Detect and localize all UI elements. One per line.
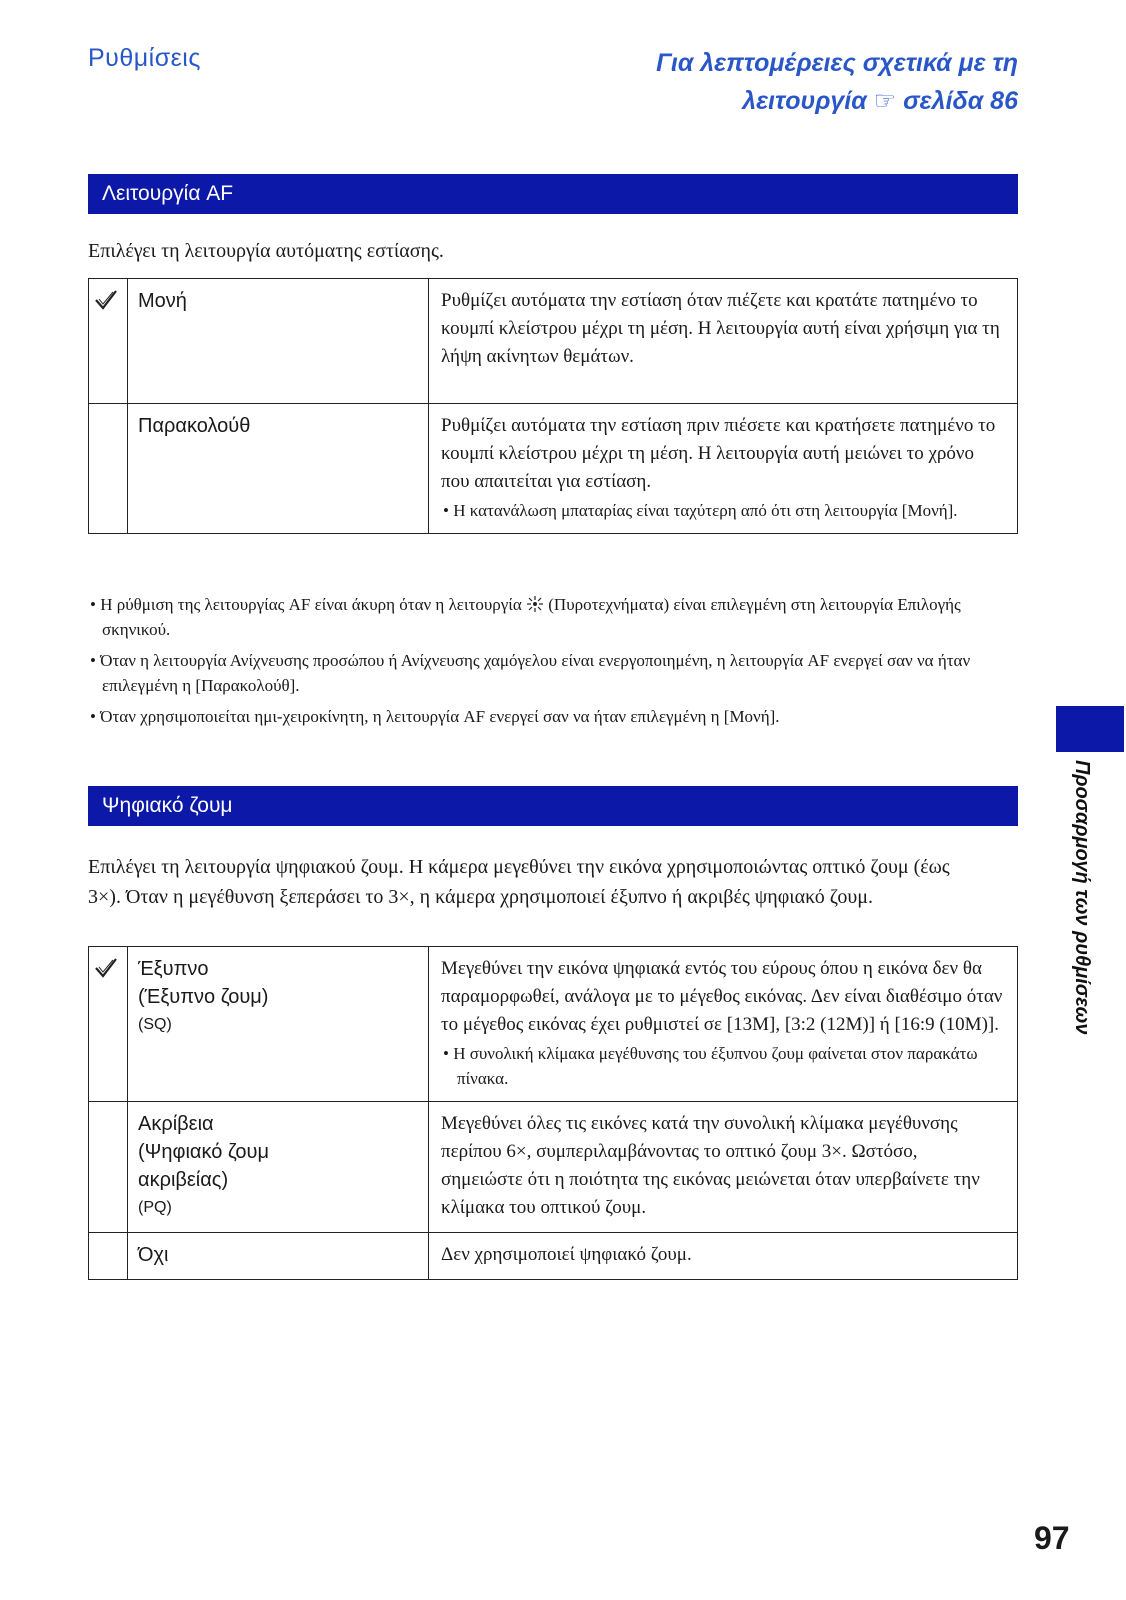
table-row [89,1102,1018,1233]
check-mark-icon [93,955,119,981]
table-row [89,1233,1018,1280]
zoom-options-table [88,946,1018,1280]
note-item: • Όταν η λειτουργία Ανίχνευσης προσώπου ή Ανίχνευσης χαμόγελου είναι ενεργοποιημένη, η λειτουργία AF ενεργεί σαν να ήταν επιλεγμένη η [Παρακολούθ]. [90,651,971,695]
note-item: • Η ρύθμιση της λειτουργίας AF είναι άκυρη όταν η λειτουργία (Πυροτεχνήματα) είναι επιλεγμένη στη λειτουργία Επιλογής σκηνικού. [90,595,961,639]
af-options-table [88,278,1018,534]
chapter-label: Προσαρμογή των ρυθμίσεων [1071,760,1093,1035]
chapter-tab [1056,706,1124,752]
option-label: Ακρίβεια (Ψηφιακό ζουμ ακριβείας) (PQ) [128,1102,429,1233]
page-reference-link[interactable]: ☞ σελίδα 86 [873,87,1018,115]
zoom-intro: Επιλέγει τη λειτουργία ψηφιακού ζουμ. Η κάμερα μεγεθύνει την εικόνα χρησιμοποιώντας οπτικό ζουμ (έως 3×). Όταν η μεγέθυνση ξεπεράσει το 3×, η κάμερα χρησιμοποιεί έξυπνο ή ακριβές ψηφιακό ζουμ. [88,856,950,908]
default-mark-cell [89,947,128,1102]
table-row [89,279,1018,404]
option-label: Όχι [128,1233,429,1280]
option-note: • Η κατανάλωση μπαταρίας είναι ταχύτερη από ότι στη λειτουργία [Μονή]. [443,501,958,520]
option-description: Μεγεθύνει την εικόνα ψηφιακά εντός του εύρους όπου η εικόνα δεν θα παραμορφωθεί, ανάλογα με το μέγεθος εικόνας. Δεν είναι διαθέσιμο όταν το μέγεθος εικόνας έχει ρυθμιστεί σε [13M], [3:2 (12M)] ή [16:9 (10M)]. • Η συνολική κλίμακα μεγέθυνσης του έξυπνου ζουμ φαίνεται στον παρακάτω πίνακα. [429,947,1018,1102]
table-row [89,947,1018,1102]
magnifier-icon: (SQ) [138,1016,172,1033]
af-intro: Επιλέγει τη λειτουργία αυτόματης εστίασης. [88,240,444,262]
zoom-section-heading: Ψηφιακό ζουμ [88,786,1018,826]
option-note: • Η συνολική κλίμακα μεγέθυνσης του έξυπνου ζουμ φαίνεται στον παρακάτω πίνακα. [443,1044,978,1088]
details-line-2: λειτουργία [742,87,867,115]
table-row [89,404,1018,534]
option-label: Έξυπνο (Έξυπνο ζουμ) (SQ) [128,947,429,1102]
option-description: Ρυθμίζει αυτόματα την εστίαση όταν πιέζετε και κρατάτε πατημένο το κουμπί κλείστρου μέχρι τη μέση. Η λειτουργία αυτή είναι χρήσιμη για τη λήψη ακίνητων θεμάτων. [429,279,1018,404]
af-section-heading: Λειτουργία AF [88,174,1018,214]
details-reference [498,44,1018,120]
check-mark-icon [93,287,119,313]
details-line-1: Για λεπτομέρειες σχετικά με τη [656,49,1018,77]
af-notes [88,592,1018,735]
note-item: • Όταν χρησιμοποιείται ημι-χειροκίνητη, η λειτουργία AF ενεργεί σαν να ήταν επιλεγμένη η [Μονή]. [90,707,780,726]
option-description: Ρυθμίζει αυτόματα την εστίαση πριν πιέσετε και κρατήσετε πατημένο το κουμπί κλείστρου μέχρι τη μέση. Η λειτουργία αυτή μειώνει το χρόνο που απαιτείται για εστίαση. • Η κατανάλωση μπαταρίας είναι ταχύτερη από ότι στη λειτουργία [Μονή]. [429,404,1018,534]
option-label: Παρακολούθ [128,404,429,534]
option-label: Μονή [128,279,429,404]
fireworks-icon [526,595,544,613]
section-title: Ρυθμίσεις [88,44,201,72]
default-mark-cell [89,279,128,404]
option-description: Δεν χρησιμοποιεί ψηφιακό ζουμ. [429,1233,1018,1280]
magnifier-icon: (PQ) [138,1199,172,1216]
option-description: Μεγεθύνει όλες τις εικόνες κατά την συνολική κλίμακα μεγέθυνσης περίπου 6×, συμπεριλαμβάνοντας το οπτικό ζουμ 3×. Ωστόσο, σημειώστε ότι η ποιότητα της εικόνας μειώνεται όταν υπερβαίνετε την κλίμακα του οπτικού ζουμ. [429,1102,1018,1233]
page-number: 97 [1034,1520,1070,1556]
